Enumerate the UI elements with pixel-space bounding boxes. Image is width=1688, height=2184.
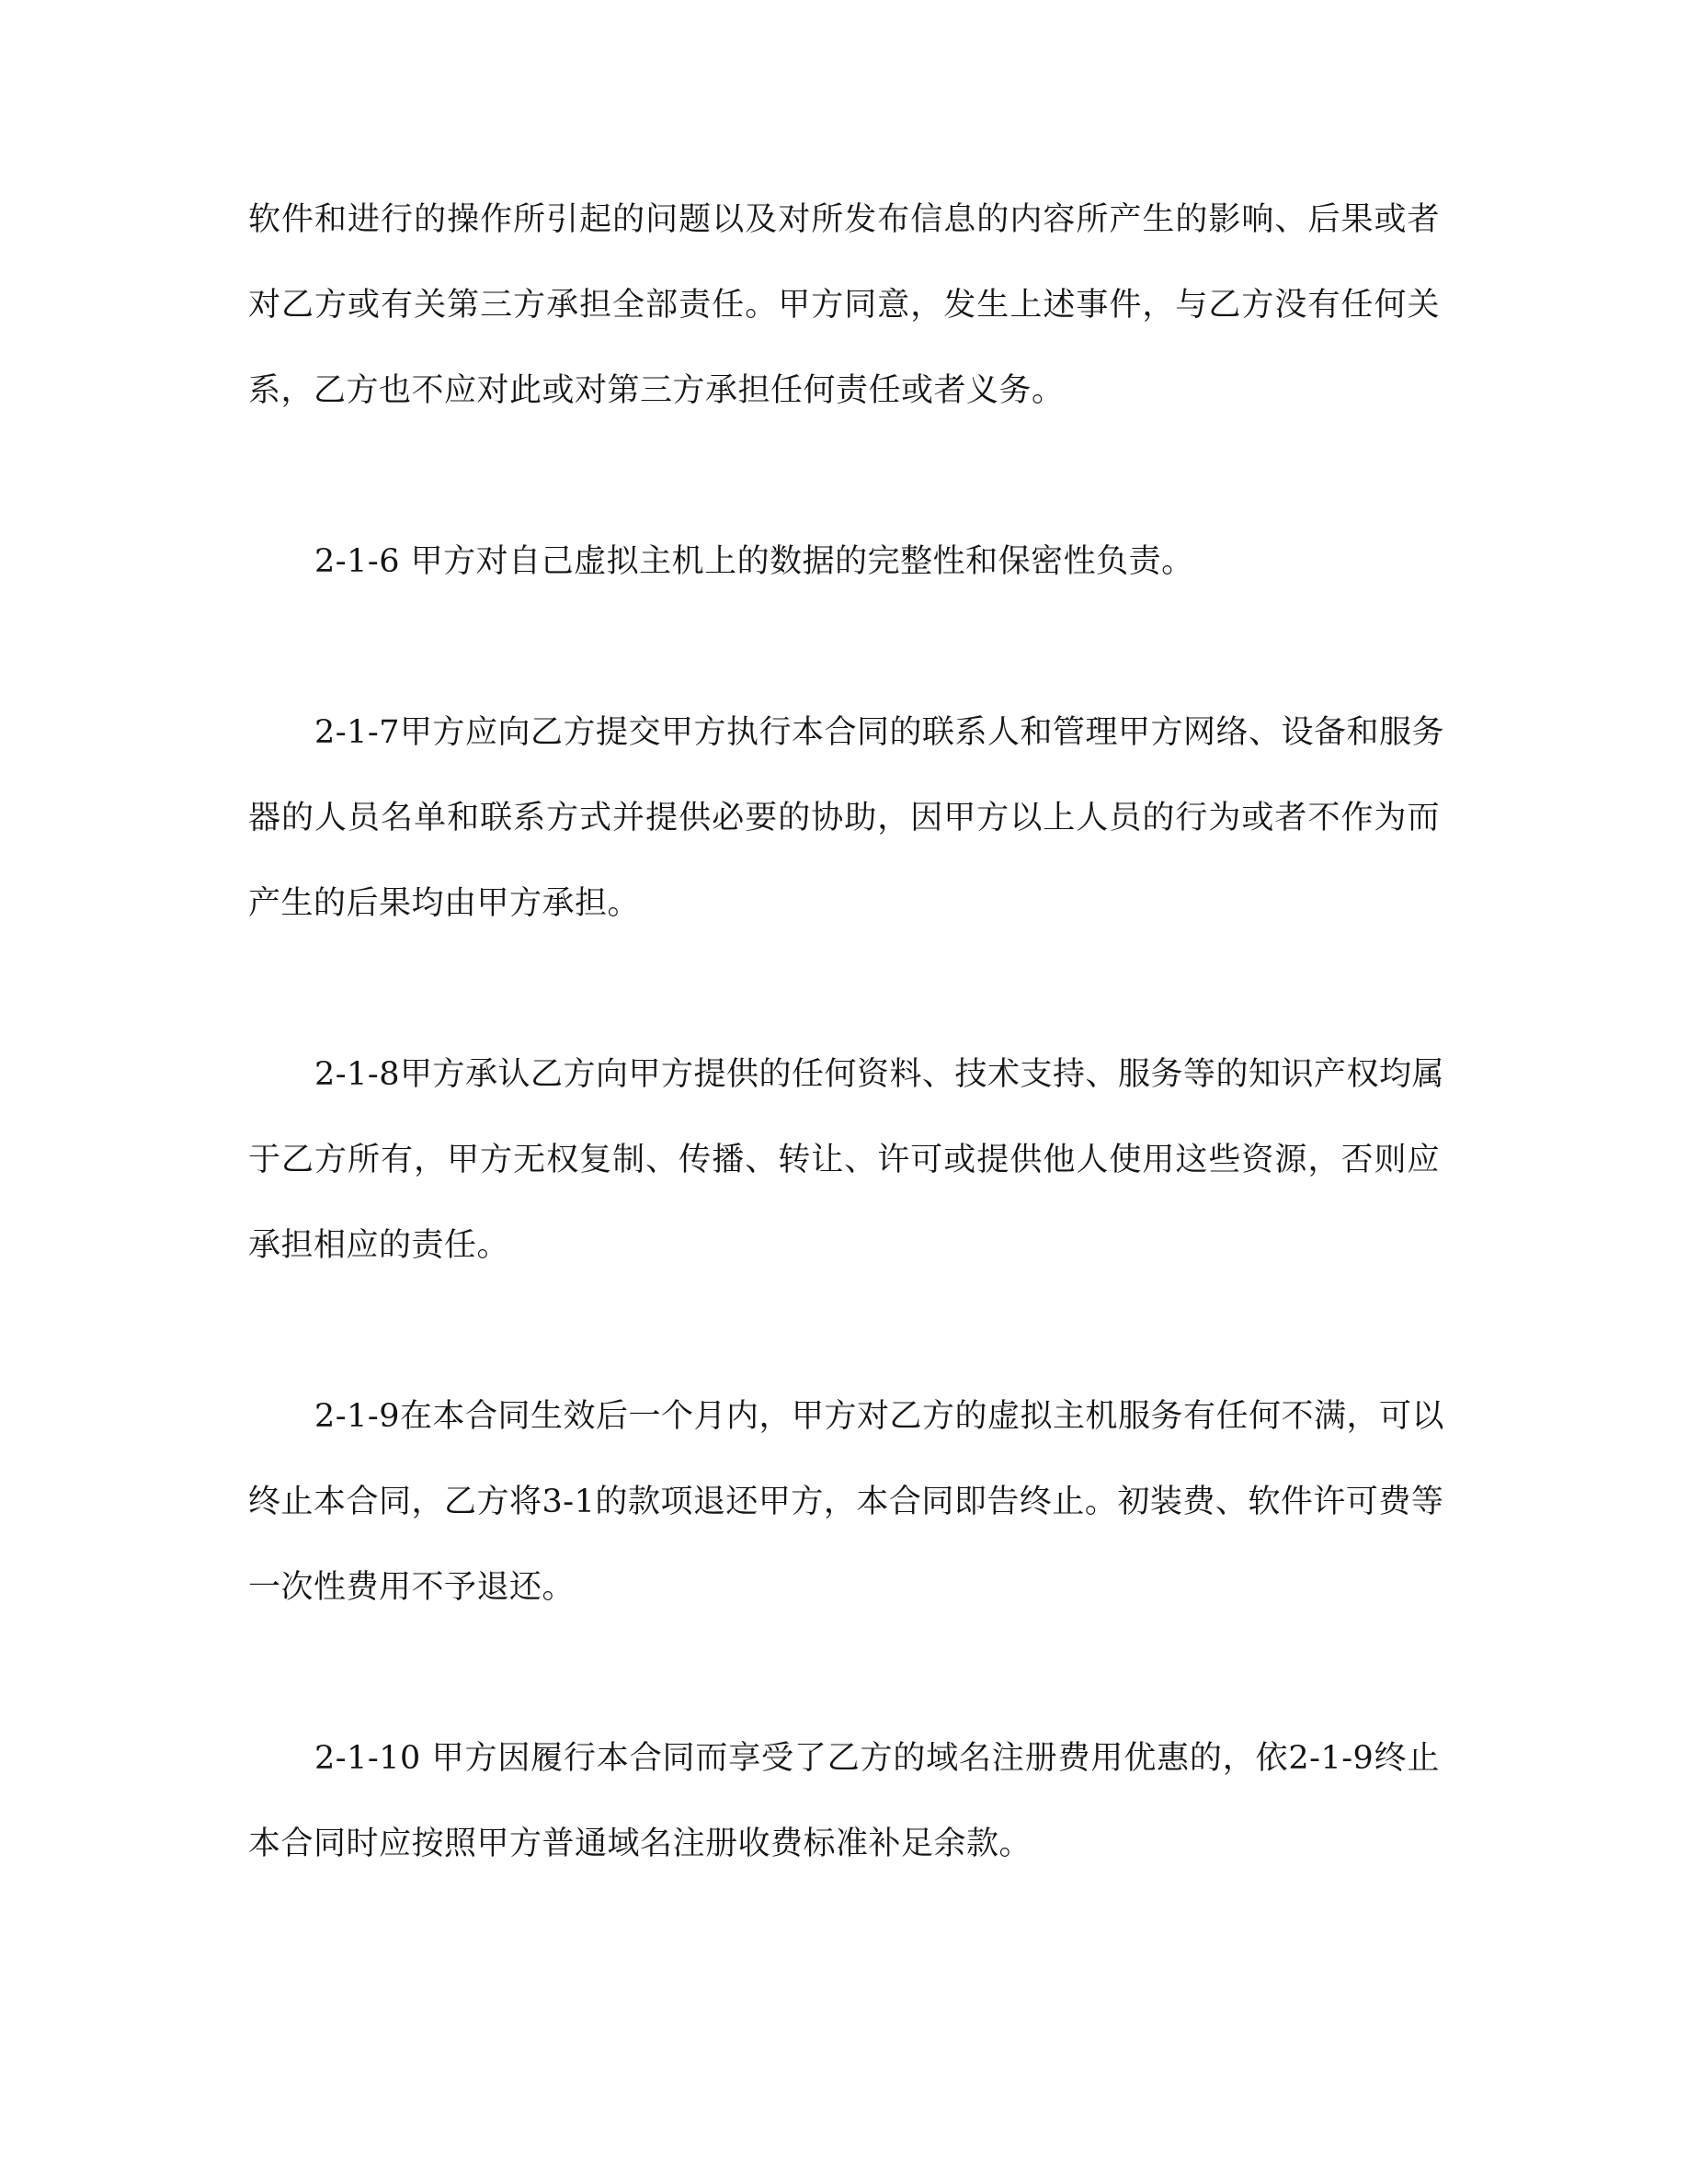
text-line: 于乙方所有，甲方无权复制、传播、转让、许可或提供他人使用这些资源，否则应 <box>248 1142 1440 1178</box>
clause-2-1-7: 2-1-7甲方应向乙方提交甲方执行本合同的联系人和管理甲方网络、设备和服务 <box>314 714 1444 751</box>
text-line: 器的人员名单和联系方式并提供必要的协助，因甲方以上人员的行为或者不作为而 <box>248 800 1440 836</box>
text-line: 本合同时应按照甲方普通域名注册收费标准补足余款。 <box>248 1826 1032 1862</box>
clause-2-1-6: 2-1-6 甲方对自己虚拟主机上的数据的完整性和保密性负责。 <box>314 543 1194 580</box>
clause-2-1-8: 2-1-8甲方承认乙方向甲方提供的任何资料、技术支持、服务等的知识产权均属 <box>314 1056 1444 1093</box>
text-line: 终止本合同，乙方将3-1的款项退还甲方，本合同即告终止。初装费、软件许可费等 <box>248 1484 1444 1520</box>
text-line: 软件和进行的操作所引起的问题以及对所发布信息的内容所产生的影响、后果或者 <box>248 201 1440 238</box>
text-line: 系，乙方也不应对此或对第三方承担任何责任或者义务。 <box>248 372 1065 409</box>
text-line: 承担相应的责任。 <box>248 1227 510 1264</box>
text-line: 产生的后果均由甲方承担。 <box>248 885 641 922</box>
text-line: 一次性费用不予退还。 <box>248 1569 576 1606</box>
clause-2-1-10: 2-1-10 甲方因履行本合同而享受了乙方的域名注册费用优惠的，依2-1-9终止 <box>314 1740 1440 1777</box>
text-line: 对乙方或有关第三方承担全部责任。甲方同意，发生上述事件，与乙方没有任何关 <box>248 287 1440 324</box>
clause-2-1-9: 2-1-9在本合同生效后一个月内，甲方对乙方的虚拟主机服务有任何不满，可以 <box>314 1398 1444 1435</box>
